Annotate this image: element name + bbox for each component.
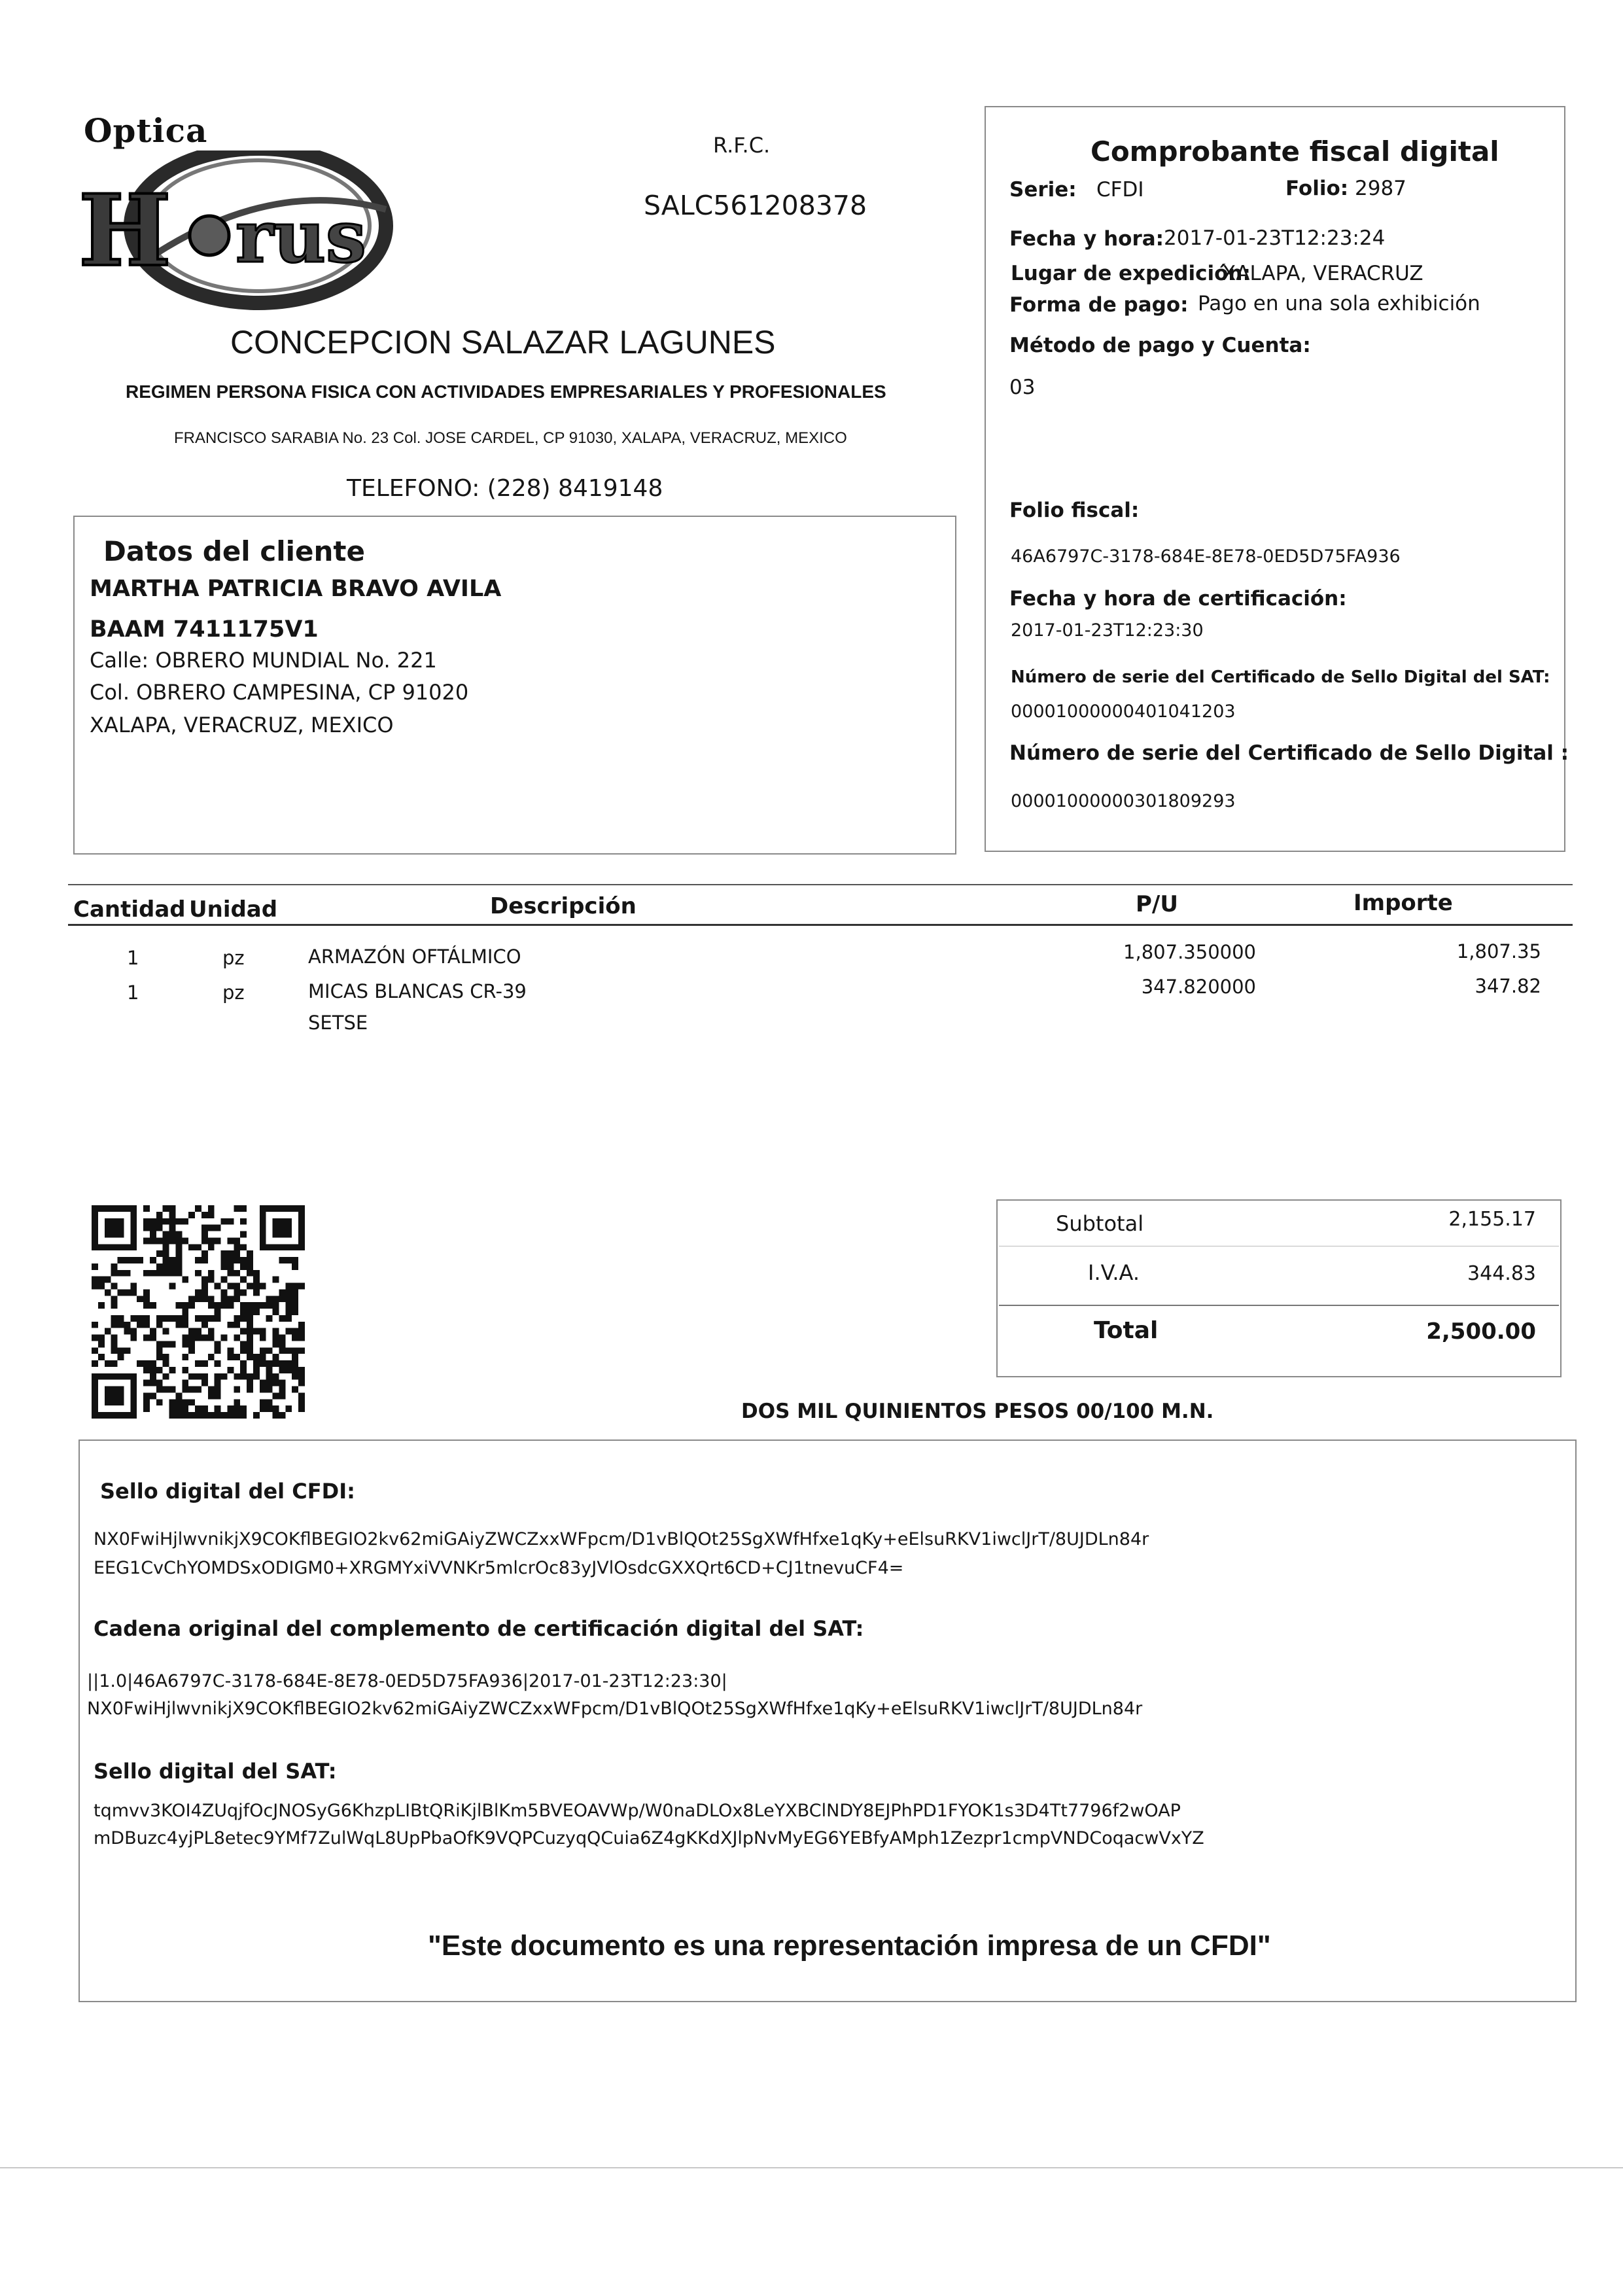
row-unidad: pz [222,947,245,969]
svg-text:H: H [79,173,169,289]
client-title: Datos del cliente [103,535,365,567]
svg-text:rus: rus [236,194,366,279]
serie-value: CFDI [1096,178,1144,202]
issuer-name: CONCEPCION SALAZAR LAGUNES [230,324,776,361]
serie-label: Serie: [1009,178,1077,202]
row-unidad: pz [222,981,245,1004]
client-name: MARTHA PATRICIA BRAVO AVILA [90,576,502,602]
iva-label: I.V.A. [1088,1260,1140,1285]
header-unidad: Unidad [189,896,278,923]
sello-cfdi-line-1: NX0FwiHjlwvnikjX9COKflBEGIO2kv62miGAiyZWCZxxWFpcm/D1vBlQOt25SgXWfHfxe1qKy+eElsuRKV1iwclJrT/8UJDLn84r [94,1529,1149,1549]
sello-sat-line-1: tqmvv3KOI4ZUqjfOcJNOSyG6KhzpLIBtQRiKjlBlKm5BVEOAVWp/W0naDLOx8LeYXBClNDY8EJPhPD1FYOK1s3D4Tt7796f2wOAP [94,1801,1181,1821]
serie-csd-label: Número de serie del Certificado de Sello Digital : [1009,741,1569,765]
subtotal-label: Subtotal [1056,1211,1144,1236]
serie-csd-value: 00001000000301809293 [1011,791,1236,811]
sello-sat-line-2: mDBuzc4yjPL8etec9YMf7ZulWqL8UpPbaOfK9VQPCuzyqQCuia6Z4gKKdXJlpNvMyEG6YEBfyAMph1Zezpr1cmpVNDCoqacwVxYZ [94,1828,1204,1848]
serie-sat-label: Número de serie del Certificado de Sello Digital del SAT: [1011,667,1550,687]
totals-rule-2 [999,1305,1559,1306]
folio-value: 2987 [1355,177,1406,200]
client-colonia: Col. OBRERO CAMPESINA, CP 91020 [90,680,469,705]
iva-value: 344.83 [1467,1262,1536,1285]
client-street: Calle: OBRERO MUNDIAL No. 221 [90,648,437,673]
company-logo [72,105,438,314]
total-value: 2,500.00 [1426,1318,1536,1345]
fecha-value: 2017-01-23T12:23:24 [1164,226,1386,250]
lugar-value: XALAPA, VERACRUZ [1222,262,1423,285]
logo-optica-text: Optica [84,111,208,150]
row-descripcion: ARMAZÓN OFTÁLMICO [308,945,521,968]
row-cantidad: 1 [127,981,139,1004]
cadena-line-1: ||1.0|46A6797C-3178-684E-8E78-0ED5D75FA936|2017-01-23T12:23:30| [87,1671,727,1691]
total-in-words: DOS MIL QUINIENTOS PESOS 00/100 M.N. [741,1400,1214,1423]
seals-box [79,1439,1577,2002]
subtotal-value: 2,155.17 [1448,1208,1536,1231]
table-top-rule [68,884,1573,885]
folio-label: Folio: [1285,177,1349,200]
table-header-rule [68,924,1573,926]
folio-fiscal-value: 46A6797C-3178-684E-8E78-0ED5D75FA936 [1011,546,1401,567]
cfdi-footer-note: "Este documento es una representación impresa de un CFDI" [428,1930,1271,1962]
row-descripcion: MICAS BLANCAS CR-39 [308,980,527,1002]
row-pu: 1,807.350000 [1123,941,1256,963]
row-cantidad: 1 [127,947,139,969]
issuer-regime: REGIMEN PERSONA FISICA CON ACTIVIDADES EMPRESARIALES Y PROFESIONALES [126,381,886,402]
fecha-label: Fecha y hora: [1009,227,1164,251]
header-descripcion: Descripción [490,893,637,919]
issuer-rfc: SALC561208378 [644,190,867,221]
cadena-title: Cadena original del complemento de certificación digital del SAT: [94,1616,864,1641]
rfc-label: R.F.C. [713,133,771,158]
row-pu: 347.820000 [1141,976,1256,998]
fecha-cert-label: Fecha y hora de certificación: [1009,587,1347,610]
sello-cfdi-line-2: EEG1CvChYOMDSxODIGM0+XRGMYxiVVNKr5mlcrOc83yJVlOsdcGXXQrt6CD+CJ1tnevuCF4= [94,1558,904,1578]
forma-value: Pago en una sola exhibición [1198,292,1480,315]
row-descripcion-2: SETSE [308,1012,368,1034]
client-rfc: BAAM 7411175V1 [90,616,319,643]
fiscal-info-box [985,106,1565,852]
row-importe: 1,807.35 [1456,940,1541,963]
cadena-line-2: NX0FwiHjlwvnikjX9COKflBEGIO2kv62miGAiyZWCZxxWFpcm/D1vBlQOt25SgXWfHfxe1qKy+eElsuRKV1iwclJrT/8UJDLn84r [87,1699,1143,1719]
sello-cfdi-title: Sello digital del CFDI: [100,1479,355,1504]
header-cantidad: Cantidad [73,896,186,923]
issuer-phone: TELEFONO: (228) 8419148 [347,475,663,502]
metodo-value: 03 [1009,376,1036,399]
serie-sat-value: 00001000000401041203 [1011,701,1236,722]
folio-fiscal-label: Folio fiscal: [1009,499,1140,522]
fecha-cert-value: 2017-01-23T12:23:30 [1011,620,1204,641]
qr-code-icon [92,1204,305,1420]
forma-label: Forma de pago: [1009,293,1189,317]
scan-edge-rule [0,2167,1623,2168]
fiscal-title: Comprobante fiscal digital [1091,135,1499,168]
sello-sat-title: Sello digital del SAT: [94,1759,337,1784]
header-pu: P/U [1136,891,1178,917]
lugar-label: Lugar de expedición: [1011,262,1251,285]
metodo-label: Método de pago y Cuenta: [1009,334,1311,357]
horus-eye-logo-icon [72,150,438,314]
client-city: XALAPA, VERACRUZ, MEXICO [90,713,394,737]
total-label: Total [1094,1317,1159,1344]
header-importe: Importe [1353,890,1453,916]
row-importe: 347.82 [1475,975,1541,997]
issuer-address: FRANCISCO SARABIA No. 23 Col. JOSE CARDEL, CP 91030, XALAPA, VERACRUZ, MEXICO [174,429,847,447]
